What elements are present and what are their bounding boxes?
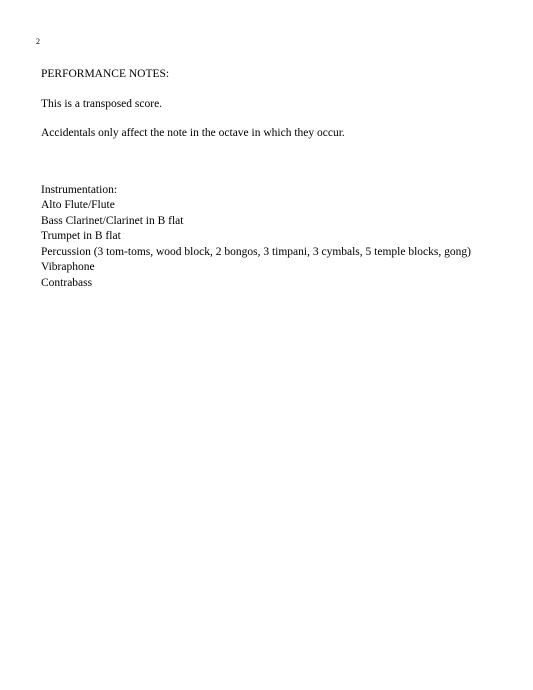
page-content <box>41 67 511 291</box>
instrument-item: Vibraphone <box>41 261 95 273</box>
instrumentation-list <box>41 198 511 291</box>
instrument-item: Trumpet in B flat <box>41 230 121 242</box>
page-number: 2 <box>36 37 40 46</box>
instrumentation-heading: Instrumentation: <box>41 183 118 196</box>
instrument-item: Bass Clarinet/Clarinet in B flat <box>41 214 184 227</box>
instrument-item: Percussion (3 tom-toms, wood block, 2 bongos, 3 timpani, 3 cymbals, 5 temple blocks, gong) <box>41 245 471 258</box>
note-transposed-score: This is a transposed score. <box>41 97 163 110</box>
performance-notes-heading: PERFORMANCE NOTES: <box>41 68 170 80</box>
instrument-item: Alto Flute/Flute <box>41 199 115 211</box>
instrument-item: Contrabass <box>41 276 93 289</box>
note-accidentals: Accidentals only affect the note in the octave in which they occur. <box>41 127 345 139</box>
